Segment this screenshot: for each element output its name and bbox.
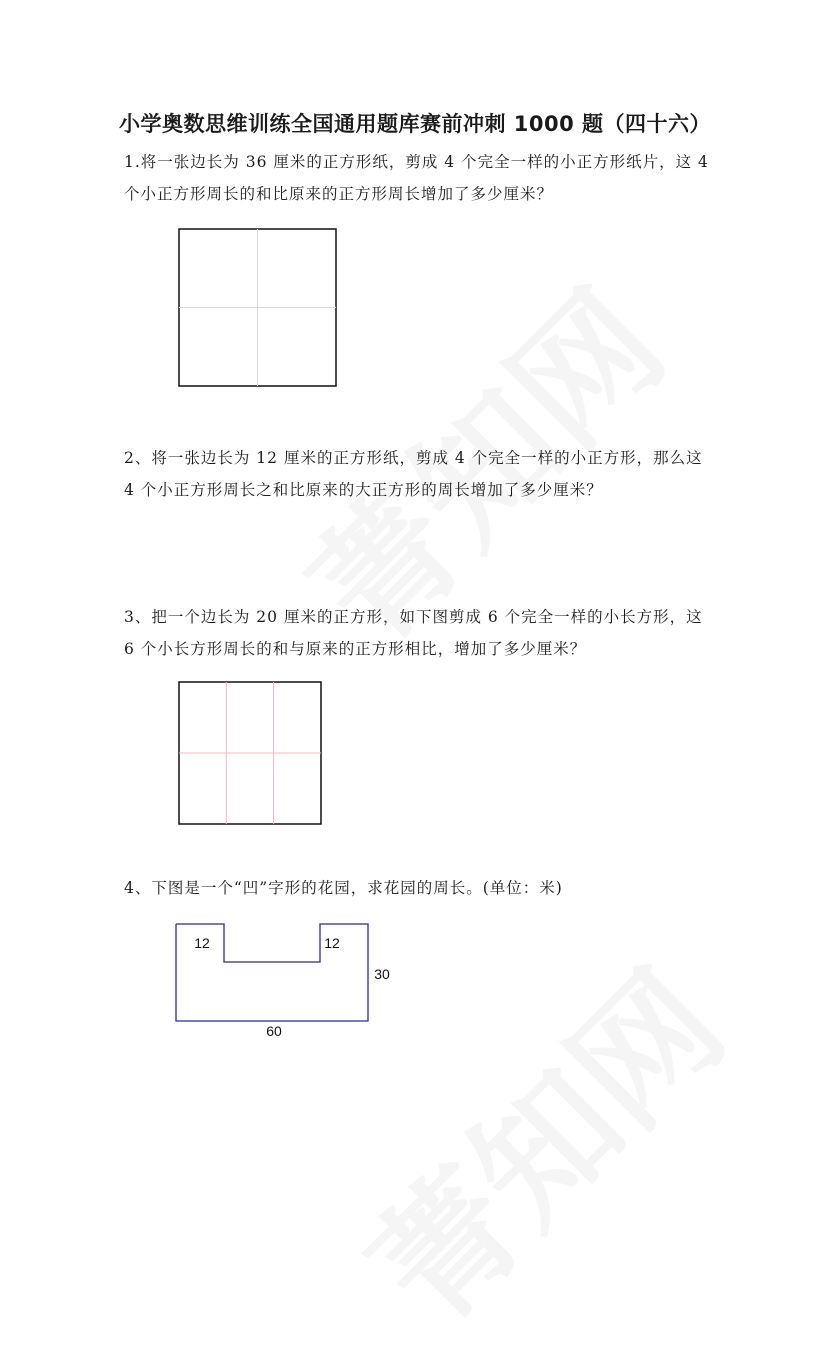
figure-1-square	[178, 228, 338, 388]
figure-4-label-right: 12	[324, 935, 340, 951]
question-1: 1.将一张边长为 36 厘米的正方形纸，剪成 4 个完全一样的小正方形纸片，这 4 个小正方形周长的和比原来的正方形周长增加了多少厘米？	[124, 153, 709, 203]
figure-4-label-width: 60	[266, 1023, 282, 1039]
figure-4-label-height: 30	[374, 966, 390, 982]
question-4: 4、下图是一个“凹”字形的花园，求花园的周长。(单位：米)	[124, 879, 563, 897]
figure-3-square	[178, 681, 324, 827]
figure-4-label-left: 12	[194, 935, 210, 951]
page-title: 小学奥数思维训练全国通用题库赛前冲刺 1000 题（四十六）	[118, 112, 712, 136]
question-2: 2、将一张边长为 12 厘米的正方形纸，剪成 4 个完全一样的小正方形，那么这 4 个小正方形周长之和比原来的大正方形的周长增加了多少厘米？	[124, 449, 703, 499]
question-3: 3、把一个边长为 20 厘米的正方形，如下图剪成 6 个完全一样的小长方形，这 6 个小长方形周长的和与原来的正方形相比，增加了多少厘米？	[124, 608, 703, 658]
figure-4-garden	[170, 918, 400, 1046]
